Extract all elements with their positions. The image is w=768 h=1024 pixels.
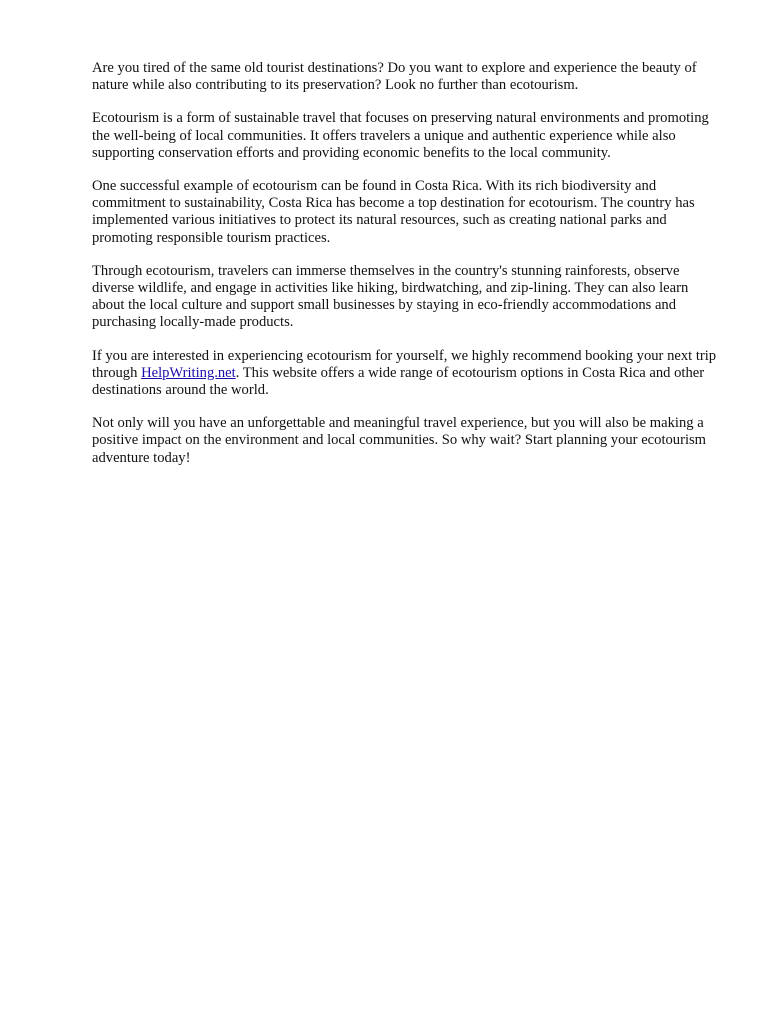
paragraph-costa-rica: One successful example of ecotourism can be found in Costa Rica. With its rich biodiversity and commitment to sustainability, Costa Rica has become a top destination for ecotourism. The country has implemented various initiatives to protect its natural resources, such as creating national parks and promoting responsible tourism practices. <box>92 178 695 246</box>
paragraph-closing: Not only will you have an unforgettable and meaningful travel experience, but you will also be making a positive impact on the environment and local communities. So why wait? Start planning your ecotourism adventure today! <box>92 415 707 466</box>
helpwriting-link[interactable]: HelpWriting.net <box>141 364 236 381</box>
paragraph-recommendation-tail: . This website offers a wide range of ecotourism options in Costa Rica and other destinations around the world. <box>92 364 705 399</box>
paragraph-intro: Are you tired of the same old tourist destinations? Do you want to explore and experience the beauty of nature while also contributing to its preservation? Look no further than ecotourism. <box>92 60 697 94</box>
paragraph-activities: Through ecotourism, travelers can immerse themselves in the country's stunning rainforests, observe diverse wildlife, and engage in activities like hiking, birdwatching, and zip-lining. They can also learn about the local culture and support small businesses by staying in eco-friendly accommodations and purchasing locally-made products. <box>92 262 689 331</box>
paragraph-recommendation <box>92 348 722 400</box>
paragraph-definition: Ecotourism is a form of sustainable travel that focuses on preserving natural environments and promoting the well-being of local communities. It offers travelers a unique and authentic experience while also supporting conservation efforts and providing economic benefits to the local community. <box>92 110 709 161</box>
document-body <box>92 60 722 483</box>
paragraph-recommendation-lead: If you are interested in experiencing ecotourism for yourself, we highly recommend booking your next trip through <box>92 347 717 381</box>
